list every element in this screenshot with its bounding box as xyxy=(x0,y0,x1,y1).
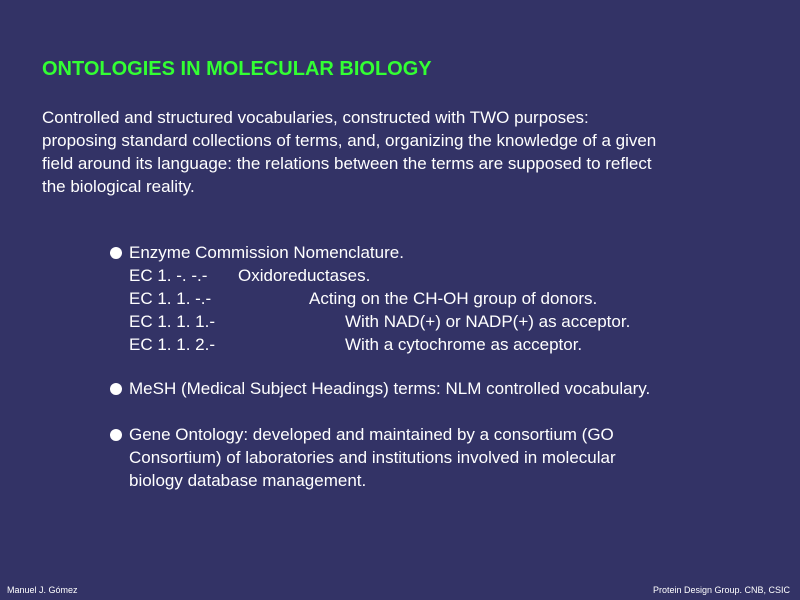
ec-code: EC 1. 1. -.- xyxy=(129,289,212,308)
intro-line: field around its language: the relations between the terms are supposed to reflect xyxy=(42,154,652,173)
bullet-dot-icon xyxy=(110,247,122,259)
bullet-dot-icon xyxy=(110,429,122,441)
intro-line: Controlled and structured vocabularies, constructed with TWO purposes: xyxy=(42,108,589,127)
bullet-line: Gene Ontology: developed and maintained by a consortium (GO xyxy=(129,425,614,444)
bullet-text: MeSH (Medical Subject Headings) terms: NLM controlled vocabulary. xyxy=(129,379,651,398)
ec-row xyxy=(110,287,598,310)
intro-line: the biological reality. xyxy=(42,177,195,196)
bullet-dot-icon xyxy=(110,383,122,395)
ec-code: EC 1. -. -.- xyxy=(129,266,208,285)
bullet-enzyme-commission xyxy=(110,241,631,356)
ec-code: EC 1. 1. 1.- xyxy=(129,312,215,331)
ec-row xyxy=(110,264,404,287)
ec-code: EC 1. 1. 2.- xyxy=(129,335,215,354)
bullet-mesh xyxy=(110,377,650,400)
slide-title: ONTOLOGIES IN MOLECULAR BIOLOGY xyxy=(42,58,432,80)
ec-description: With NAD(+) or NADP(+) as acceptor. xyxy=(345,312,631,331)
footer-group: Protein Design Group. CNB, CSIC xyxy=(652,585,790,595)
ec-row xyxy=(110,333,583,356)
footer-author: Manuel J. Gómez xyxy=(7,585,78,595)
intro-line: proposing standard collections of terms, and, organizing the knowledge of a given xyxy=(42,131,657,150)
bullet-line: biology database management. xyxy=(129,471,367,490)
bullet-line: Consortium) of laboratories and institutions involved in molecular xyxy=(129,448,616,467)
ec-description: Acting on the CH-OH group of donors. xyxy=(309,289,598,308)
bullet-heading: Enzyme Commission Nomenclature. xyxy=(129,243,404,262)
intro-paragraph xyxy=(42,106,787,198)
ec-description: Oxidoreductases. xyxy=(238,266,371,285)
ec-row xyxy=(110,310,631,333)
ec-description: With a cytochrome as acceptor. xyxy=(345,335,583,354)
bullet-gene-ontology xyxy=(110,423,616,492)
